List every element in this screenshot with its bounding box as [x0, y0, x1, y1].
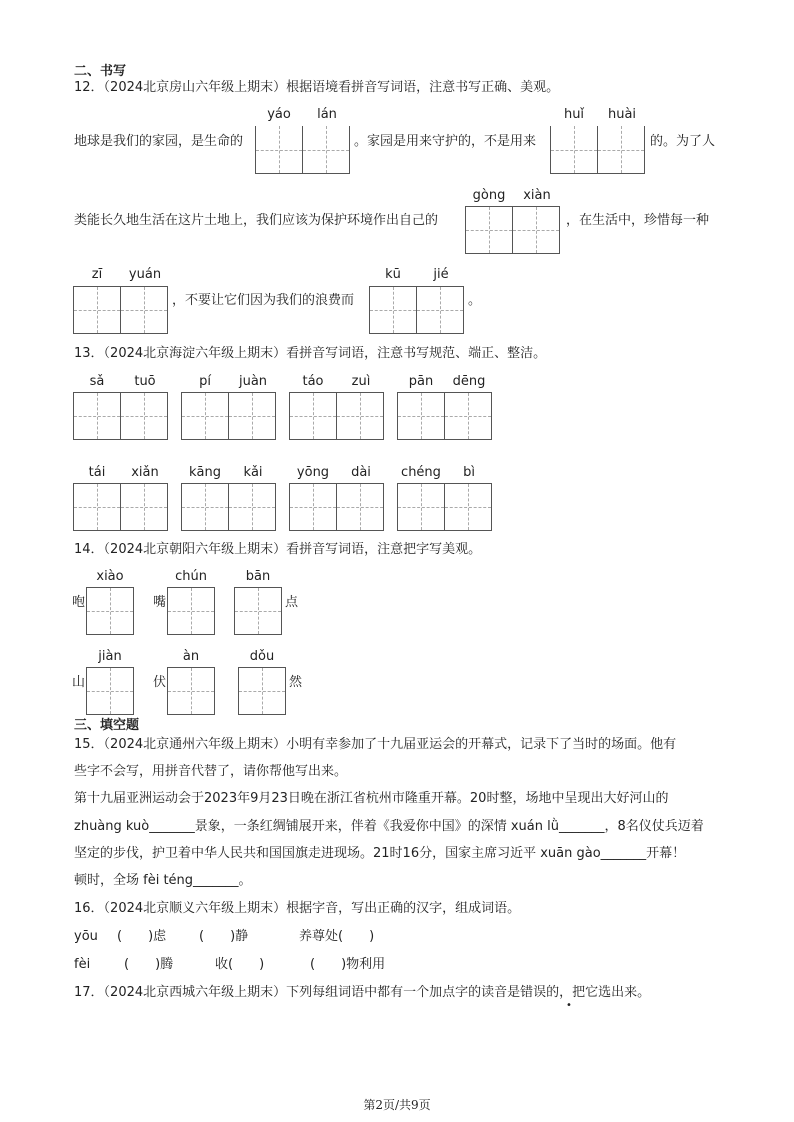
pinyin: bì: [463, 465, 475, 480]
grid-cell[interactable]: [255, 126, 303, 174]
writing-grid[interactable]: [167, 587, 215, 635]
pinyin: kǎi: [243, 465, 263, 480]
grid-cell[interactable]: [444, 392, 492, 440]
grid-cell[interactable]: [397, 483, 445, 531]
writing-grid[interactable]: [289, 483, 384, 531]
prefix-char: 伏: [153, 675, 167, 690]
pinyin: yōng: [296, 465, 330, 480]
question-15-line: 坚定的步伐，护卫着中华人民共和国国旗走进现场。21时16分，国家主席习近平 xuān gào_______开幕！: [74, 846, 686, 861]
pinyin: tái: [88, 465, 106, 480]
grid-cell[interactable]: [238, 667, 286, 715]
writing-grid[interactable]: [73, 286, 168, 334]
grid-cell[interactable]: [336, 392, 384, 440]
writing-grid[interactable]: [181, 483, 276, 531]
grid-cell[interactable]: [120, 483, 168, 531]
prefix-char: 嘴: [153, 595, 167, 610]
question-15-line: 15．（2024北京通州六年级上期末）小明有幸参加了十九届亚运会的开幕式，记录下了当时的场面。他有: [74, 737, 677, 752]
section-heading-writing: 二、书写: [74, 64, 127, 79]
writing-grid[interactable]: [86, 587, 134, 635]
question-13-prompt: 13．（2024北京海淀六年级上期末）看拼音写词语，注意书写规范、端正、整洁。: [74, 346, 547, 361]
pinyin: dǒu: [249, 649, 275, 664]
grid-cell[interactable]: [120, 286, 168, 334]
grid-cell[interactable]: [73, 483, 121, 531]
grid-cell[interactable]: [302, 126, 350, 174]
pinyin: bān: [245, 569, 271, 584]
q16-pinyin: fèi: [74, 957, 91, 972]
q16-blank[interactable]: ( )腾: [124, 957, 174, 972]
grid-cell[interactable]: [73, 392, 121, 440]
pinyin: dài: [351, 465, 371, 480]
pinyin: tuō: [134, 374, 156, 389]
pinyin: xiǎn: [131, 465, 159, 480]
question-16-prompt: 16．（2024北京顺义六年级上期末）根据字音，写出正确的汉字，组成词语。: [74, 901, 521, 916]
q16-blank[interactable]: 收( ): [215, 957, 265, 972]
question-15-line: 些字不会写，用拼音代替了，请你帮他写出来。: [74, 764, 348, 779]
pinyin: chéng: [401, 465, 441, 480]
pinyin: sǎ: [89, 374, 105, 389]
pinyin: àn: [182, 649, 200, 664]
writing-grid[interactable]: [550, 126, 645, 174]
q16-blank[interactable]: ( )静: [199, 929, 249, 944]
grid-cell[interactable]: [369, 286, 417, 334]
q12-text: ，在生活中，珍惜每一种: [566, 213, 710, 228]
q16-blank[interactable]: ( )虑: [117, 929, 167, 944]
q12-text: 地球是我们的家园，是生命的: [74, 134, 244, 149]
pinyin: yuán: [128, 267, 162, 282]
pinyin: lán: [317, 107, 337, 122]
page-footer: 第2页/共9页: [363, 1098, 431, 1112]
pinyin: yáo: [267, 107, 291, 122]
emphasis-dot: •: [566, 1000, 572, 1011]
q12-text: 。家园是用来守护的，不是用来: [354, 134, 537, 149]
writing-grid[interactable]: [238, 667, 286, 715]
grid-cell[interactable]: [73, 286, 121, 334]
grid-cell[interactable]: [336, 483, 384, 531]
section-heading-fill-blank: 三、填空题: [74, 718, 140, 733]
pinyin: kāng: [189, 465, 221, 480]
writing-grid[interactable]: [397, 392, 492, 440]
pinyin: jiàn: [98, 649, 122, 664]
pinyin: huǐ: [563, 107, 585, 122]
writing-grid[interactable]: [289, 392, 384, 440]
grid-cell[interactable]: [86, 667, 134, 715]
grid-cell[interactable]: [465, 206, 513, 254]
prefix-char: 咆: [72, 595, 86, 610]
q16-blank[interactable]: 养尊处( ): [299, 929, 375, 944]
grid-cell[interactable]: [597, 126, 645, 174]
q12-text: ，不要让它们因为我们的浪费而: [172, 293, 355, 308]
suffix-char: 然: [289, 675, 303, 690]
pinyin: zī: [91, 267, 103, 282]
grid-cell[interactable]: [397, 392, 445, 440]
prefix-char: 山: [72, 675, 86, 690]
pinyin: pān: [408, 374, 434, 389]
suffix-char: 点: [285, 595, 299, 610]
grid-cell[interactable]: [416, 286, 464, 334]
q12-text: 类能长久地生活在这片土地上，我们应该为保护环境作出自己的: [74, 213, 439, 228]
question-15-line: 顿时，全场 fèi téng_______。: [74, 873, 252, 888]
pinyin: gòng: [472, 188, 506, 203]
pinyin: zuì: [351, 374, 371, 389]
writing-grid[interactable]: [255, 126, 350, 174]
question-15-line: 第十九届亚洲运动会于2023年9月23日晚在浙江省杭州市隆重开幕。20时整，场地中呈现出大好河山的: [74, 791, 669, 806]
grid-cell[interactable]: [167, 667, 215, 715]
grid-cell[interactable]: [512, 206, 560, 254]
question-17-prompt: 17．（2024北京西城六年级上期末）下列每组词语中都有一个加点字的读音是错误的，把它选出来。: [74, 985, 651, 1000]
pinyin: chún: [175, 569, 207, 584]
writing-grid[interactable]: [86, 667, 134, 715]
question-15-line: zhuàng kuò_______景象，一条红绸铺展开来，伴着《我爱你中国》的深情 xuán lǜ_______，8名仪仗兵迈着: [74, 819, 704, 834]
pinyin: huài: [607, 107, 637, 122]
writing-grid[interactable]: [181, 392, 276, 440]
question-12-prompt: 12．（2024北京房山六年级上期末）根据语境看拼音写词语，注意书写正确、美观。: [74, 80, 560, 95]
grid-cell[interactable]: [228, 483, 276, 531]
grid-cell[interactable]: [86, 587, 134, 635]
pinyin: xiào: [96, 569, 124, 584]
writing-grid[interactable]: [234, 587, 282, 635]
q16-pinyin: yōu: [74, 929, 98, 944]
grid-cell[interactable]: [228, 392, 276, 440]
grid-cell[interactable]: [181, 483, 229, 531]
pinyin: dēng: [452, 374, 486, 389]
writing-grid[interactable]: [369, 286, 464, 334]
grid-cell[interactable]: [167, 587, 215, 635]
writing-grid[interactable]: [465, 206, 560, 254]
pinyin: kū: [385, 267, 401, 282]
grid-cell[interactable]: [289, 483, 337, 531]
question-14-prompt: 14．（2024北京朝阳六年级上期末）看拼音写词语，注意把字写美观。: [74, 542, 482, 557]
grid-cell[interactable]: [550, 126, 598, 174]
writing-grid[interactable]: [73, 483, 168, 531]
grid-cell[interactable]: [234, 587, 282, 635]
grid-cell[interactable]: [289, 392, 337, 440]
grid-cell[interactable]: [120, 392, 168, 440]
pinyin: jié: [433, 267, 449, 282]
grid-cell[interactable]: [444, 483, 492, 531]
pinyin: pí: [199, 374, 211, 389]
writing-grid[interactable]: [73, 392, 168, 440]
writing-grid[interactable]: [167, 667, 215, 715]
pinyin: xiàn: [523, 188, 551, 203]
pinyin: juàn: [238, 374, 268, 389]
q12-text: 。: [468, 293, 482, 308]
q12-text: 的。为了人: [650, 134, 716, 149]
pinyin: táo: [302, 374, 324, 389]
writing-grid[interactable]: [397, 483, 492, 531]
q16-blank[interactable]: ( )物利用: [310, 957, 386, 972]
grid-cell[interactable]: [181, 392, 229, 440]
